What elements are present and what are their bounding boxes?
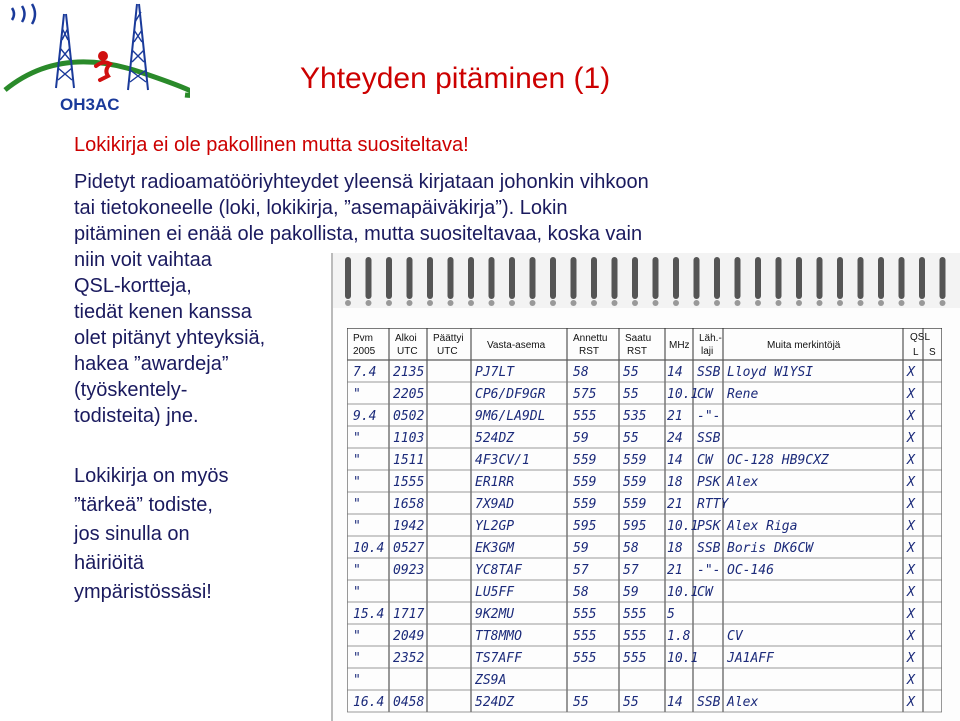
log-cell-call: ER1RR bbox=[475, 475, 515, 490]
log-cell-mhz: 14 bbox=[667, 365, 683, 380]
log-cell-start: 0458 bbox=[393, 695, 425, 710]
log-cell-start: 1103 bbox=[393, 431, 425, 446]
log-cell-date: 9.4 bbox=[353, 409, 377, 424]
log-cell-qsl: X bbox=[907, 541, 915, 556]
log-cell-date: " bbox=[353, 387, 361, 402]
log-cell-mode: SSB bbox=[697, 431, 721, 446]
log-cell-mhz: 21 bbox=[667, 497, 683, 512]
log-cell-qsl: X bbox=[907, 475, 915, 490]
log-cell-date: 16.4 bbox=[353, 695, 385, 710]
log-cell-rcvd: 58 bbox=[623, 541, 639, 556]
body-line: tai tietokoneelle (loki, lokikirja, ”asemapäiväkirja”). Lokin bbox=[74, 197, 568, 219]
log-cell-call: 524DZ bbox=[475, 431, 515, 446]
body-line: ”tärkeä” todiste, bbox=[74, 494, 213, 516]
log-cell-date: " bbox=[353, 519, 361, 534]
logbook-photo bbox=[331, 253, 960, 721]
header-qsl: QSL bbox=[910, 332, 931, 343]
club-logo bbox=[0, 0, 190, 115]
header-vasta-asema: Vasta-asema bbox=[487, 340, 546, 351]
log-cell-date: " bbox=[353, 431, 361, 446]
log-cell-start: 2049 bbox=[393, 629, 425, 644]
log-cell-note: Lloyd W1YSI bbox=[727, 365, 814, 380]
header-paattyi-utc: UTC bbox=[437, 346, 458, 357]
log-cell-start: 1555 bbox=[393, 475, 425, 490]
log-cell-rcvd: 55 bbox=[623, 695, 639, 710]
log-cell-mode: SSB bbox=[697, 541, 721, 556]
header-muita: Muita merkintöjä bbox=[767, 340, 841, 351]
log-cell-mode: PSK bbox=[697, 519, 721, 534]
header-paattyi: Päättyi bbox=[433, 333, 464, 344]
header-qsl-s: S bbox=[929, 347, 936, 358]
log-cell-qsl: X bbox=[907, 497, 915, 512]
log-cell-qsl: X bbox=[907, 387, 915, 402]
log-cell-date: " bbox=[353, 673, 361, 688]
log-cell-call: ZS9A bbox=[475, 673, 507, 688]
log-cell-call: TS7AFF bbox=[475, 651, 522, 666]
radio-tower-logo-icon bbox=[0, 0, 190, 115]
log-cell-call: LU5FF bbox=[475, 585, 515, 600]
log-cell-sent: 555 bbox=[573, 629, 597, 644]
log-cell-mhz: 1.8 bbox=[667, 629, 691, 644]
log-cell-date: 10.4 bbox=[353, 541, 385, 556]
log-cell-rcvd: 595 bbox=[623, 519, 647, 534]
log-cell-mode: RTTY bbox=[697, 497, 729, 512]
log-cell-sent: 55 bbox=[573, 695, 589, 710]
header-alkoi: Alkoi bbox=[395, 333, 417, 344]
log-cell-date: " bbox=[353, 453, 361, 468]
log-cell-mode: SSB bbox=[697, 695, 721, 710]
log-cell-date: " bbox=[353, 629, 361, 644]
log-cell-mhz: 14 bbox=[667, 695, 683, 710]
body-line: häiriöitä bbox=[74, 552, 145, 574]
log-cell-note: OC-128 HB9CXZ bbox=[727, 453, 829, 468]
log-cell-qsl: X bbox=[907, 563, 915, 578]
log-cell-date: " bbox=[353, 585, 361, 600]
log-cell-sent: 575 bbox=[573, 387, 597, 402]
body-line: Lokikirja on myös bbox=[74, 465, 229, 487]
header-annettu-rst: RST bbox=[579, 346, 599, 357]
log-cell-sent: 559 bbox=[573, 475, 597, 490]
log-cell-rcvd: 55 bbox=[623, 431, 639, 446]
log-cell-date: " bbox=[353, 563, 361, 578]
log-cell-start: 1658 bbox=[393, 497, 425, 512]
log-cell-rcvd: 559 bbox=[623, 497, 647, 512]
slide-subtitle: Lokikirja ei ole pakollinen mutta suositeltava! bbox=[74, 134, 469, 156]
body-line: hakea ”awardeja” bbox=[74, 353, 229, 375]
log-cell-mhz: 10.1 bbox=[667, 519, 699, 534]
log-cell-call: PJ7LT bbox=[475, 365, 515, 380]
log-cell-qsl: X bbox=[907, 409, 915, 424]
log-cell-mode: SSB bbox=[697, 365, 721, 380]
log-cell-start: 0527 bbox=[393, 541, 425, 556]
log-cell-rcvd: 555 bbox=[623, 607, 647, 622]
log-cell-rcvd: 555 bbox=[623, 651, 647, 666]
header-saatu-rst: RST bbox=[627, 346, 647, 357]
log-cell-mhz: 10.1 bbox=[667, 387, 699, 402]
log-cell-sent: 555 bbox=[573, 409, 597, 424]
log-cell-qsl: X bbox=[907, 695, 915, 710]
log-cell-mhz: 21 bbox=[667, 563, 683, 578]
log-cell-mhz: 5 bbox=[667, 607, 675, 622]
log-cell-note: Rene bbox=[727, 387, 759, 402]
log-cell-sent: 57 bbox=[573, 563, 589, 578]
log-cell-mhz: 10.1 bbox=[667, 585, 699, 600]
log-cell-date: 15.4 bbox=[353, 607, 385, 622]
log-cell-note: Alex Riga bbox=[727, 519, 798, 534]
log-cell-qsl: X bbox=[907, 431, 915, 446]
log-cell-sent: 595 bbox=[573, 519, 597, 534]
body-line: pitäminen ei enää ole pakollista, mutta suositeltavaa, koska vain bbox=[74, 223, 643, 245]
log-cell-rcvd: 57 bbox=[623, 563, 639, 578]
log-cell-note: CV bbox=[727, 629, 743, 644]
log-cell-call: 9K2MU bbox=[475, 607, 515, 622]
log-cell-mhz: 24 bbox=[667, 431, 683, 446]
log-cell-call: YL2GP bbox=[475, 519, 515, 534]
log-cell-sent: 559 bbox=[573, 453, 597, 468]
log-cell-sent: 555 bbox=[573, 651, 597, 666]
log-cell-start: 0502 bbox=[393, 409, 425, 424]
body-line: tiedät kenen kanssa bbox=[74, 301, 252, 323]
log-cell-qsl: X bbox=[907, 365, 915, 380]
log-cell-start: 1942 bbox=[393, 519, 425, 534]
log-cell-call: YC8TAF bbox=[475, 563, 522, 578]
log-cell-date: " bbox=[353, 497, 361, 512]
body-line: jos sinulla on bbox=[74, 523, 190, 545]
log-cell-sent: 559 bbox=[573, 497, 597, 512]
log-cell-mode: CW bbox=[697, 453, 713, 468]
log-cell-call: 4F3CV/1 bbox=[475, 453, 530, 468]
log-cell-start: 0923 bbox=[393, 563, 425, 578]
log-cell-start: 1511 bbox=[393, 453, 425, 468]
log-cell-start: 2352 bbox=[393, 651, 425, 666]
log-cell-mode: -"- bbox=[697, 409, 721, 424]
logbook-table bbox=[347, 328, 942, 713]
spiral-binding-icon bbox=[333, 253, 960, 308]
log-cell-qsl: X bbox=[907, 629, 915, 644]
log-cell-mhz: 18 bbox=[667, 475, 683, 490]
logo-text: OH3AC bbox=[60, 95, 120, 114]
header-mhz: MHz bbox=[669, 340, 690, 351]
header-pvm: Pvm bbox=[353, 333, 373, 344]
body-line: todisteita) jne. bbox=[74, 405, 199, 427]
log-cell-rcvd: 535 bbox=[623, 409, 647, 424]
log-cell-mhz: 21 bbox=[667, 409, 683, 424]
log-cell-call: 7X9AD bbox=[475, 497, 515, 512]
log-cell-mode: PSK bbox=[697, 475, 721, 490]
log-cell-start: 2205 bbox=[393, 387, 425, 402]
log-cell-note: Alex bbox=[727, 695, 759, 710]
log-cell-note: OC-146 bbox=[727, 563, 774, 578]
log-cell-qsl: X bbox=[907, 673, 915, 688]
header-lah: Läh.- bbox=[699, 333, 722, 344]
log-cell-rcvd: 559 bbox=[623, 453, 647, 468]
header-annettu: Annettu bbox=[573, 333, 608, 344]
log-cell-sent: 58 bbox=[573, 585, 589, 600]
log-cell-date: " bbox=[353, 475, 361, 490]
log-cell-call: TT8MMO bbox=[475, 629, 522, 644]
log-cell-date: 7.4 bbox=[353, 365, 377, 380]
body-line: (työskentely- bbox=[74, 379, 188, 401]
log-cell-rcvd: 59 bbox=[623, 585, 639, 600]
log-cell-call: EK3GM bbox=[475, 541, 515, 556]
log-cell-qsl: X bbox=[907, 453, 915, 468]
log-cell-call: 524DZ bbox=[475, 695, 515, 710]
log-cell-note: Alex bbox=[727, 475, 759, 490]
log-cell-qsl: X bbox=[907, 519, 915, 534]
slide-title: Yhteyden pitäminen (1) bbox=[300, 62, 611, 95]
log-cell-qsl: X bbox=[907, 651, 915, 666]
header-alkoi-utc: UTC bbox=[397, 346, 418, 357]
body-line: ympäristössäsi! bbox=[74, 581, 212, 603]
header-laji: laji bbox=[701, 346, 714, 357]
log-cell-rcvd: 55 bbox=[623, 387, 639, 402]
log-cell-note: JA1AFF bbox=[727, 651, 774, 666]
log-cell-call: CP6/DF9GR bbox=[475, 387, 546, 402]
log-cell-sent: 59 bbox=[573, 541, 589, 556]
header-saatu: Saatu bbox=[625, 333, 652, 344]
log-cell-qsl: X bbox=[907, 607, 915, 622]
log-cell-sent: 555 bbox=[573, 607, 597, 622]
log-cell-call: 9M6/LA9DL bbox=[475, 409, 546, 424]
log-cell-rcvd: 559 bbox=[623, 475, 647, 490]
body-line: Pidetyt radioamatööriyhteydet yleensä kirjataan johonkin vihkoon bbox=[74, 171, 649, 193]
log-cell-mhz: 10.1 bbox=[667, 651, 699, 666]
log-cell-date: " bbox=[353, 651, 361, 666]
header-year: 2005 bbox=[353, 346, 376, 357]
log-cell-qsl: X bbox=[907, 585, 915, 600]
body-line: niin voit vaihtaa bbox=[74, 249, 212, 271]
body-line: QSL-kortteja, bbox=[74, 275, 192, 297]
log-cell-start: 1717 bbox=[393, 607, 425, 622]
log-cell-mhz: 14 bbox=[667, 453, 683, 468]
log-cell-mode: CW bbox=[697, 585, 713, 600]
log-cell-note: Boris DK6CW bbox=[727, 541, 814, 556]
log-cell-mode: -"- bbox=[697, 563, 721, 578]
log-cell-sent: 58 bbox=[573, 365, 589, 380]
log-cell-mode: CW bbox=[697, 387, 713, 402]
log-cell-mhz: 18 bbox=[667, 541, 683, 556]
header-qsl-l: L bbox=[913, 347, 919, 358]
log-cell-rcvd: 555 bbox=[623, 629, 647, 644]
log-cell-sent: 59 bbox=[573, 431, 589, 446]
log-cell-start: 2135 bbox=[393, 365, 425, 380]
body-line: olet pitänyt yhteyksiä, bbox=[74, 327, 266, 349]
log-cell-rcvd: 55 bbox=[623, 365, 639, 380]
